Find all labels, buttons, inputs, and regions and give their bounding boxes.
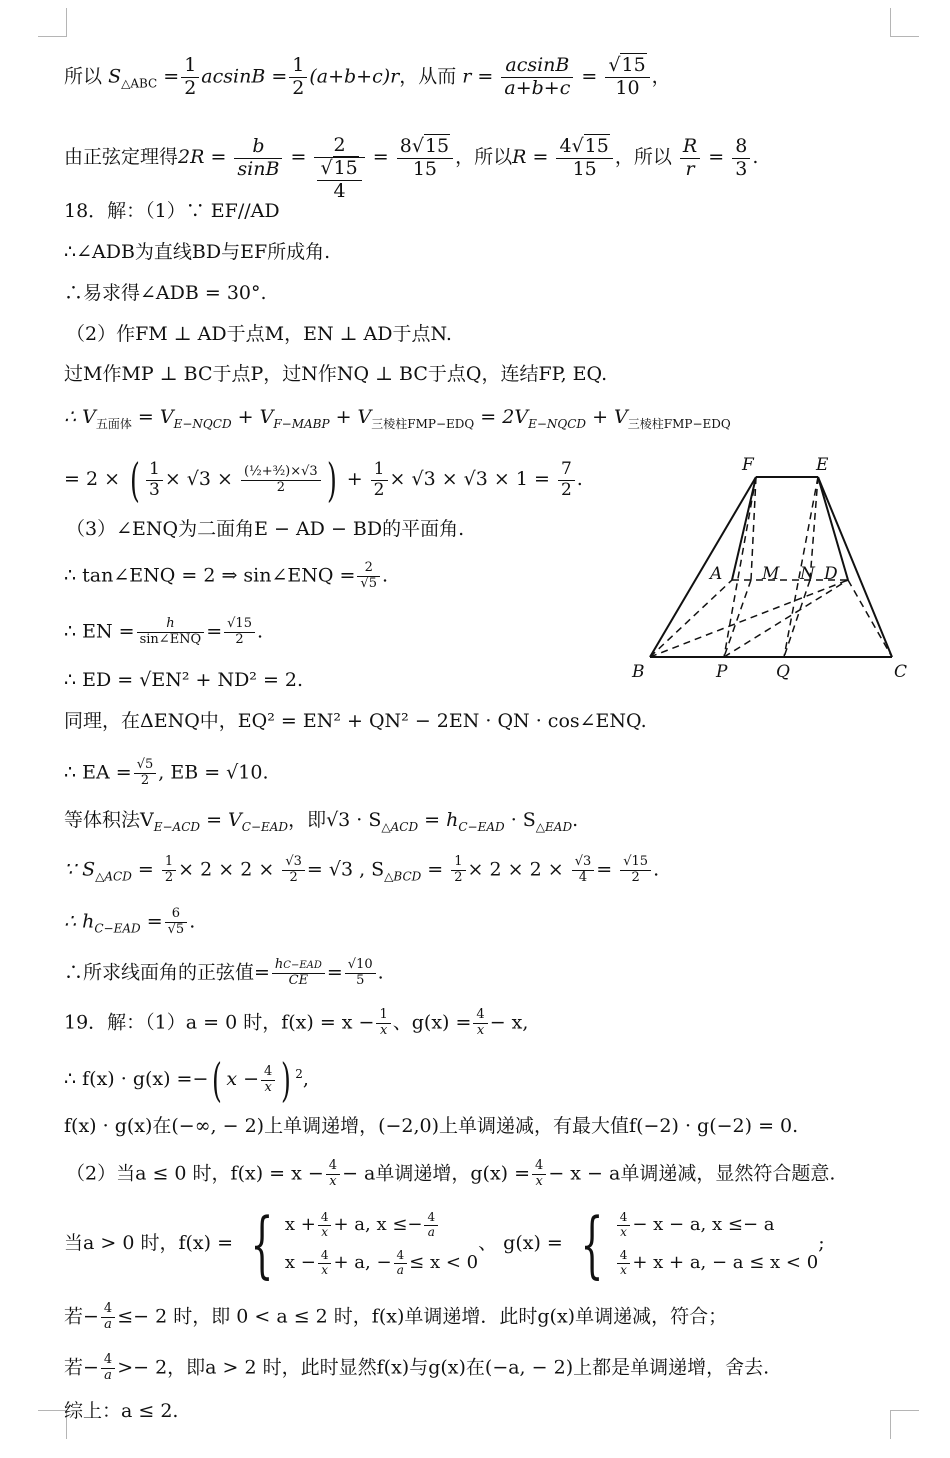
text-line: （3）∠ENQ为二面角E − AD − BD的平面角. — [66, 518, 465, 540]
label-M: M — [762, 564, 780, 584]
edge-BD — [650, 580, 848, 657]
piecewise-definitions: 当a > 0 时，f(x) = { x + $\frac{4}{x}$ + a, x ≤− $\frac{4}{a}$ x − $\frac{4}{x}$ + a, − $\frac{4}{a}$ ≤ x < 0 、 g(x) = { $\frac{4}{x}$ − x − a, x ≤− a $\frac{4}{x}$ + x + a, − a ≤ x < 0 ; — [64, 1202, 825, 1286]
volume-result: = 2 × ( $\frac{1}{3}$ × √3 × $\frac{\text{(½+³⁄₂)×√3}}{2}$ ) + $\frac{1}{2}$ × √3 × √3 × 1 = $\frac{7}{2}$ . — [64, 453, 583, 508]
label-B: B — [632, 662, 645, 682]
conclusion-line: 综上：a ≤ 2. — [64, 1400, 179, 1422]
condition-line-2: 若− $\frac{4}{a}$ >− 2，即a > 2 时，此时显然f(x)与g(x)在(−a, − 2)上都是单调递增，舍去. — [64, 1352, 770, 1383]
edge-BA — [650, 580, 732, 657]
page-corner-mark — [890, 1410, 919, 1439]
text-line: 同理，在ΔENQ中，EQ² = EN² + QN² − 2EN · QN · cos∠ENQ. — [64, 710, 647, 732]
text-line: 过M作MP ⊥ BC于点P，过N作NQ ⊥ BC于点Q，连结FP, EQ. — [64, 363, 608, 385]
text-line: ∴∠ADB为直线BD与EF所成角. — [64, 241, 331, 263]
page-corner-mark — [38, 1410, 67, 1439]
height-line: ∴ $h_{C-EAD}$ = $\frac{6}{√5}$ . — [64, 906, 196, 937]
ea-eb-line: ∴ EA = $\frac{√5}{2}$ , EB = √10. — [64, 757, 269, 788]
edge-BF — [650, 477, 756, 657]
label-N: N — [800, 564, 815, 584]
edge-DC — [848, 580, 892, 657]
label-F: F — [742, 455, 754, 475]
product-line: ∴ f(x) · g(x) =−( x − $\frac{4}{x}$ ) $^2$, — [64, 1053, 309, 1107]
problem-19-heading: 19．解：（1）a = 0 时，f(x) = x − $\frac{1}{x}$ 、g(x) = $\frac{4}{x}$ − x, — [64, 1007, 529, 1038]
equal-volume-line: 等体积法$V_{E-ACD} = V_{C-EAD}$，即$√3 \cdot S_{\triangle ACD} = h_{C-EAD} \cdot S_{\triangle EAD}$. — [64, 809, 579, 834]
condition-line-1: 若− $\frac{4}{a}$ ≤− 2 时，即 0 < a ≤ 2 时，f(x)单调递增．此时g(x)单调递减，符合； — [64, 1301, 728, 1332]
problem-18-heading: 18．解：（1）∵ EF//AD — [64, 200, 280, 222]
text-line: f(x) · g(x)在(−∞, − 2)上单调递增，(−2,0)上单调递减，有最大值f(−2) · g(−2) = 0. — [64, 1115, 799, 1137]
pentahedron-figure — [620, 445, 920, 685]
text-line: ∴易求得∠ADB = 30°. — [64, 282, 267, 304]
label-P: P — [716, 662, 728, 682]
line-NQ — [784, 580, 810, 657]
line-area-formula: 所以 $S_{\triangle ABC}$ = $\frac{1}{2}$ acsinB = $\frac{1}{2}$ (a+b+c)r，从而 r = $\frac{acsinB}{a+b+c}$ = $\frac{√15}{10}$ ， — [64, 54, 671, 99]
label-Q: Q — [776, 662, 790, 682]
text-line: ∴ ED = √EN² + ND² = 2. — [64, 669, 304, 691]
tan-line: ∴ tan∠ENQ = 2 ⇒ sin∠ENQ = $\frac{2}{√5}$ . — [64, 560, 389, 591]
label-C: C — [894, 662, 908, 682]
text-line: （2）作FM ⊥ AD于点M，EN ⊥ AD于点N. — [66, 323, 452, 345]
en-line: ∴ EN = h sin∠ENQ = $\frac{√15}{2}$ . — [64, 616, 264, 647]
case-a-nonpositive: （2）当a ≤ 0 时，f(x) = x − $\frac{4}{x}$ − a单调递增，g(x) = $\frac{4}{x}$ − x − a单调递减，显然符合题意. — [66, 1158, 836, 1189]
area-line: ∵ $S_{\triangle ACD}$ = $\frac{1}{2}$ × 2 × 2 × $\frac{√3}{2}$ = √3 , $S_{\triangle BCD}$ = $\frac{1}{2}$ × 2 × 2 × $\frac{√3}{4}$ = $\frac{√15}{2}$ . — [64, 854, 660, 885]
label-D: D — [824, 564, 838, 584]
volume-equation: ∴ $V_{五面体} = V_{E-NQCD} + V_{F-MABP} + V_{三棱柱FMP-EDQ} = 2V_{E-NQCD} + V_{三棱柱FMP-EDQ}$ — [64, 406, 731, 431]
label-E: E — [816, 455, 829, 475]
label-A: A — [710, 564, 723, 584]
line-MP — [724, 580, 751, 657]
line-sine-rule: 由正弦定理得2R = $\frac{b}{\sin B}$ = $\frac{2}{\frac{√15}{4}}$ = $\frac{8√15}{15}$ ，所以R = $\frac{4√15}{15}$ ，所以 $\frac{R}{r}$ = $\frac{8}{3}$ . — [64, 134, 759, 202]
page-corner-mark — [890, 8, 919, 37]
page-corner-mark — [38, 8, 67, 37]
sine-value-line: ∴所求线面角的正弦值= hC−EAD CE = $\frac{√10}{5}$ . — [64, 957, 384, 988]
